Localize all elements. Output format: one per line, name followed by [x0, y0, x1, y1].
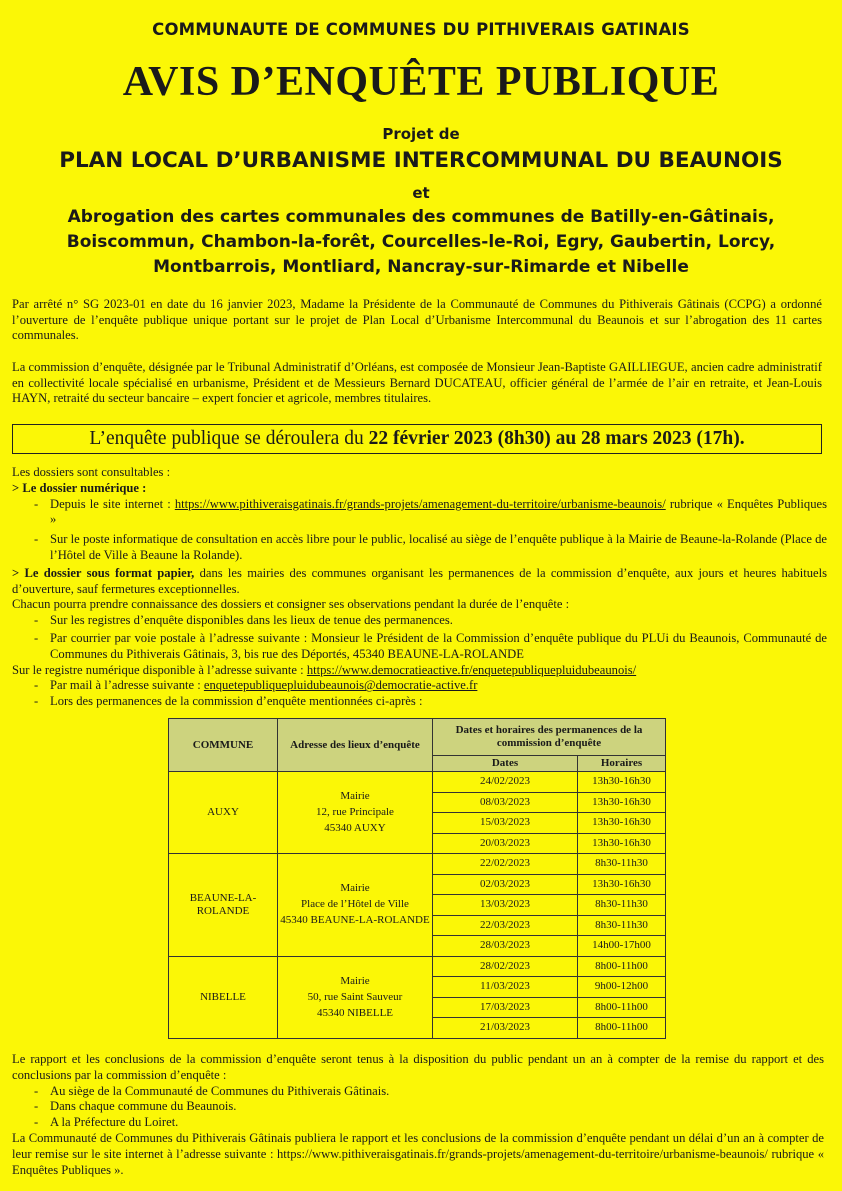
intro-paragraph-commission: La commission d’enquête, désignée par le Tribunal Administratif d’Orléans, est composée de Monsieur Jean-Baptiste GAILLIEGUE, ancien cadre administratif en collectivité locale spécialisé en urbanisme, Président et de Messieurs Bernard DUCATEAU, officier général de l’armée de l’air en retraite, et Jean-Louis HAYN, retraité du secteur bancaire – expert foncier et agricole, membres titulaires. — [12, 360, 822, 405]
footer-section — [12, 1052, 824, 1178]
horaire-cell: 14h00-17h00 — [578, 936, 666, 957]
adresse-line: 45340 AUXY — [324, 822, 386, 834]
date-cell: 28/03/2023 — [433, 936, 578, 957]
header-commune: COMMUNE — [169, 719, 278, 772]
bullet-dash: - — [34, 1099, 39, 1114]
table-row — [169, 854, 666, 875]
bullet-dash: - — [34, 613, 39, 628]
publication-text: La Communauté de Communes du Pithiverais Gâtinais publiera le rapport et les conclusions de la commission d’enquête pendant un délai d’un an à compter de leur remise sur le site internet à l’adresse suivante : https://www.pithiveraisgatinais.fr/grands-projets/amenagement-du-territoire/urbanisme-beaunois/ rubrique « Enquêtes Publiques ». — [12, 1130, 824, 1177]
horaire-cell: 13h30-16h30 — [578, 772, 666, 793]
poste-text: Sur le poste informatique de consultation en accès libre pour le public, localisé au siège de l’enquête publique à la Mairie de Beaune-la-Rolande (Place de l’Hôtel de Ville à Beaune la Rolande). — [50, 532, 827, 562]
horaire-cell: 13h30-16h30 — [578, 813, 666, 834]
registre-num-link[interactable]: https://www.democratieactive.fr/enquetepubliquepluidubeaunois/ — [306, 662, 637, 677]
horaire-cell: 13h30-16h30 — [578, 874, 666, 895]
list-item-poste — [12, 532, 827, 564]
date-cell: 13/03/2023 — [433, 895, 578, 916]
adresse-line: 45340 NIBELLE — [316, 1006, 394, 1019]
lieu1-text: Au siège de la Communauté de Communes du Pithiverais Gâtinais. — [50, 1083, 390, 1098]
list-item-lieu3 — [12, 1115, 824, 1131]
date-cell: 22/03/2023 — [433, 915, 578, 936]
date-cell: 21/03/2023 — [433, 1018, 578, 1039]
date-cell: 11/03/2023 — [433, 977, 578, 998]
list-item-mail — [12, 678, 827, 694]
horaire-cell: 8h00-11h00 — [578, 956, 666, 977]
dossier-numerique-title: > Le dossier numérique : — [12, 480, 147, 495]
bullet-dash: - — [34, 496, 39, 511]
courrier-text: Par courrier par voie postale à l’adresse suivante : Monsieur le Président de la Commission d’enquête publique du PLUi du Beaunois, Communauté de Communes du Pithiverais Gâtinais, 3, bis rue des Déportés, 45340 BEAUNE-LA-ROLANDE — [50, 630, 827, 661]
adresse-line: Mairie — [340, 974, 370, 987]
date-cell: 02/03/2023 — [433, 874, 578, 895]
horaire-cell: 9h00-12h00 — [578, 977, 666, 998]
site-link[interactable]: https://www.pithiveraisgatinais.fr/grands-projets/amenagement-du-territoire/urbanisme-beaunois/ — [174, 496, 666, 511]
adresse-line: 50, rue Saint Sauveur — [307, 990, 403, 1003]
banner-prefix: L’enquête publique se déroulera du — [89, 428, 369, 449]
bullet-dash: - — [34, 532, 39, 547]
permanences-table — [168, 718, 666, 1039]
adresse-line: Place de l’Hôtel de Ville — [301, 898, 409, 911]
mail-prefix: Par mail à l’adresse suivante : — [50, 678, 204, 693]
header-dates: Dates — [433, 756, 578, 772]
adresse-line: 45340 BEAUNE-LA-ROLANDE — [280, 914, 430, 927]
adresse-line: 12, rue Principale — [316, 806, 394, 818]
plan-title: PLAN LOCAL D’URBANISME INTERCOMMUNAL DU BEAUNOIS — [59, 148, 783, 173]
dossier-papier — [12, 566, 827, 598]
lieu2-text: Dans chaque commune du Beaunois. — [50, 1099, 237, 1114]
table-row — [169, 772, 666, 793]
horaire-cell: 8h30-11h30 — [578, 854, 666, 875]
mail-link[interactable]: enquetepubliquepluidubeaunois@democratie-active.fr — [203, 678, 478, 693]
registre-num-prefix: Sur le registre numérique disponible à l’adresse suivante : — [12, 662, 307, 677]
date-cell: 24/02/2023 — [433, 772, 578, 793]
adresse-line: Mairie — [340, 790, 370, 802]
notice-title: AVIS D’ENQUÊTE PUBLIQUE — [122, 59, 720, 105]
permanences-text: Lors des permanences de la commission d’enquête mentionnées ci-après : — [50, 694, 423, 709]
registre-numerique-line — [12, 663, 827, 679]
dossiers-intro: Les dossiers sont consultables : — [12, 465, 171, 479]
projet-label: Projet de — [382, 125, 460, 143]
date-cell: 20/03/2023 — [433, 833, 578, 854]
list-item-permanences — [12, 694, 827, 710]
dossier-papier-text: dans les mairies des communes organisant les permanences de la commission d’enquête, aux jours et heures habituels d’ouverture, sauf fermetures exceptionnelles. — [12, 565, 827, 596]
observations-intro: Chacun pourra prendre connaissance des dossiers et consigner ses observations pendant la durée de l’enquête : — [12, 597, 570, 612]
header-dates-horaires: Dates et horaires des permanences de la commission d’enquête — [433, 719, 666, 756]
site-prefix: Depuis le site internet : — [50, 496, 175, 511]
adresse-cell — [278, 956, 433, 1038]
et-label: et — [412, 184, 430, 202]
table-row — [169, 956, 666, 977]
date-cell: 08/03/2023 — [433, 792, 578, 813]
date-cell: 28/02/2023 — [433, 956, 578, 977]
commune-cell: BEAUNE-LA-ROLANDE — [169, 854, 278, 957]
rapport-text: Le rapport et les conclusions de la commission d’enquête seront tenus à la disposition du public pendant un an à compter de la remise du rapport et des conclusions par la commission d’enquête : — [12, 1052, 824, 1082]
adresse-cell — [278, 854, 433, 957]
horaire-cell: 13h30-16h30 — [578, 833, 666, 854]
enquete-dates-banner — [12, 424, 822, 454]
bullet-dash: - — [34, 630, 39, 645]
list-item-site — [12, 497, 827, 529]
horaire-cell: 8h00-11h00 — [578, 1018, 666, 1039]
bullet-dash: - — [34, 694, 39, 709]
date-cell: 17/03/2023 — [433, 997, 578, 1018]
commune-cell: NIBELLE — [169, 956, 278, 1038]
lieu3-text: A la Préfecture du Loiret. — [50, 1115, 179, 1130]
list-item-lieu2 — [12, 1099, 824, 1115]
commune-cell: AUXY — [169, 772, 278, 854]
horaire-cell: 8h30-11h30 — [578, 895, 666, 916]
dossiers-section — [12, 465, 827, 710]
list-item-lieu1 — [12, 1084, 824, 1100]
adresse-cell — [278, 772, 433, 854]
header-horaires: Horaires — [578, 756, 666, 772]
horaire-cell: 13h30-16h30 — [578, 792, 666, 813]
date-cell: 15/03/2023 — [433, 813, 578, 834]
list-item-courrier — [12, 631, 827, 663]
dossier-papier-title: > Le dossier sous format papier, — [12, 565, 195, 580]
intro-paragraph-arrete: Par arrêté n° SG 2023-01 en date du 16 janvier 2023, Madame la Présidente de la Communauté de Communes du Pithiverais Gâtinais (CCPG) a ordonné l’ouverture de l’enquête publique unique portant sur le projet de Plan Local d’Urbanisme Intercommunal du Beaunois et sur l’abrogation des 11 cartes communales. — [12, 297, 822, 342]
registres-text: Sur les registres d’enquête disponibles dans les lieux de tenue des permanences. — [50, 613, 453, 628]
horaire-cell: 8h00-11h00 — [578, 997, 666, 1018]
bullet-dash: - — [34, 1083, 39, 1098]
date-cell: 22/02/2023 — [433, 854, 578, 875]
bullet-dash: - — [34, 678, 39, 693]
banner-dates: 22 février 2023 (8h30) au 28 mars 2023 (17h). — [368, 428, 745, 449]
adresse-line: Mairie — [340, 882, 370, 895]
site-suffix: rubrique « Enquêtes Publiques » — [50, 496, 827, 527]
abrogation-title: Abrogation des cartes communales des communes de Batilly-en-Gâtinais, Boiscommun, Chambon-la-forêt, Courcelles-le-Roi, Egry, Gaubertin, Lorcy, Montbarrois, Montliard, Nancray-sur-Rimarde et Nibelle — [66, 207, 776, 277]
horaire-cell: 8h30-11h30 — [578, 915, 666, 936]
header-adresse: Adresse des lieux d’enquête — [278, 719, 433, 772]
bullet-dash: - — [34, 1115, 39, 1130]
list-item-registres — [12, 613, 827, 629]
organization-name: COMMUNAUTE DE COMMUNES DU PITHIVERAIS GATINAIS — [152, 20, 690, 39]
